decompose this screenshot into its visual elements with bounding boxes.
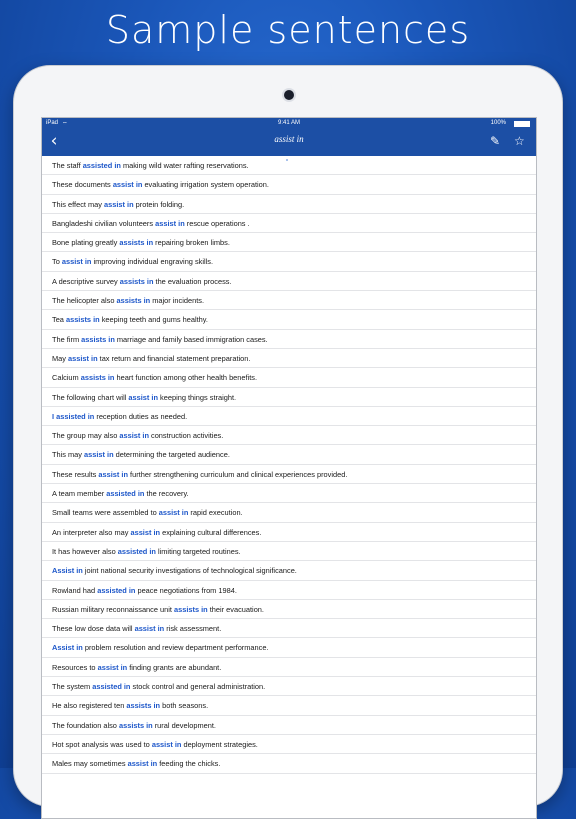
page-indicator (285, 148, 293, 166)
sentence-text: The foundation also (52, 720, 119, 730)
highlighted-phrase: assist in (134, 624, 165, 634)
sentence-text: To (52, 257, 62, 267)
sentence-row[interactable] (42, 252, 536, 271)
sentence-text: The staff (52, 161, 83, 170)
page-dot (286, 159, 288, 161)
sentence-text: rural development. (152, 720, 216, 730)
sentence-text: The system (52, 682, 93, 692)
highlighted-phrase: assist in (84, 450, 114, 460)
sentence-row[interactable] (42, 658, 536, 677)
highlighted-phrase: Assist in (52, 566, 83, 576)
sentence-text: improving individual engraving skills. (91, 257, 214, 267)
sentence-text: feeding the chicks. (157, 759, 221, 769)
sentence-text: both seasons. (160, 701, 209, 711)
sentence-text: Males may sometimes (52, 759, 128, 769)
camera (284, 90, 294, 100)
sentence-row[interactable] (42, 445, 536, 464)
wifi-icon: ⌔ (62, 122, 68, 128)
sentence-text: marriage and family based immigration cases. (114, 334, 268, 344)
sentence-text: Bangladeshi civilian volunteers (52, 218, 156, 228)
sentence-row[interactable] (42, 465, 536, 484)
highlighted-phrase: assist in (68, 353, 98, 363)
sentence-row[interactable] (42, 407, 536, 426)
sentence-text: It has however also (52, 546, 118, 556)
status-time: 9:41 AM (278, 120, 301, 126)
sentence-row[interactable] (42, 349, 536, 368)
highlighted-phrase: assist in (104, 199, 134, 209)
sentence-row[interactable] (42, 638, 536, 657)
highlighted-phrase: assists in (116, 296, 151, 306)
sentence-text: reception duties as needed. (94, 411, 188, 421)
sentence-row[interactable] (42, 330, 536, 349)
sentence-text: stock control and general administration. (130, 682, 266, 692)
chevron-left-icon[interactable]: ‹ (50, 131, 58, 151)
sentence-row[interactable] (42, 619, 536, 638)
sentence-text: making wild water rafting reservations. (120, 161, 249, 170)
highlighted-phrase: assist in (127, 759, 158, 769)
sentence-text: heart function among other health benefits. (114, 373, 258, 383)
sentence-text: limiting targeted routines. (155, 546, 241, 556)
sentence-text: repairing broken limbs. (153, 238, 230, 248)
highlighted-phrase: assist in (112, 180, 143, 190)
sentence-text: problem resolution and review department performance. (82, 643, 269, 653)
sentence-text: The helicopter also (52, 296, 117, 306)
sentence-row[interactable] (42, 503, 536, 522)
sentence-text: evaluating irrigation system operation. (142, 180, 269, 190)
sentence-text: These low dose data will (52, 624, 135, 634)
highlighted-phrase: I assisted in (52, 411, 95, 421)
status-bar (42, 118, 536, 129)
sentence-text: peace negotiations from 1984. (135, 585, 237, 595)
sentence-row[interactable] (42, 291, 536, 310)
sentence-row[interactable] (42, 581, 536, 600)
sentence-row[interactable] (42, 484, 536, 503)
highlighted-phrase: assist in (98, 469, 128, 479)
sentence-row[interactable] (42, 600, 536, 619)
sentence-row[interactable] (42, 426, 536, 445)
sentence-row[interactable] (42, 175, 536, 194)
sentence-row[interactable] (42, 561, 536, 580)
highlighted-phrase: assists in (65, 315, 100, 325)
sentence-row[interactable] (42, 272, 536, 291)
sentence-list (42, 156, 536, 774)
sentence-text: finding grants are abundant. (127, 662, 222, 672)
headline: Sample sentences (105, 8, 471, 52)
carrier-label: iPad (46, 120, 59, 126)
sentence-text: The firm (52, 334, 82, 344)
sentence-row[interactable] (42, 677, 536, 696)
sentence-row[interactable] (42, 716, 536, 735)
sentence-text: major incidents. (150, 296, 204, 306)
highlighted-phrase: assists in (118, 720, 153, 730)
sentence-text: Hot spot analysis was used to (52, 739, 152, 749)
sentence-text: Tea (52, 315, 66, 325)
highlighted-phrase: assisted in (92, 682, 131, 692)
sentence-row[interactable] (42, 214, 536, 233)
highlighted-phrase: assists in (119, 276, 154, 286)
highlighted-phrase: assists in (81, 334, 115, 344)
highlighted-phrase: assists in (126, 701, 161, 711)
highlighted-phrase: assist in (151, 739, 182, 749)
sentence-text: These results (52, 469, 99, 479)
sentence-text: keeping teeth and gums healthy. (99, 315, 208, 325)
sentence-text: protein folding. (133, 199, 185, 209)
sentence-text: A team member (52, 489, 107, 499)
sentence-text: The group may also (52, 431, 120, 441)
highlighted-phrase: assist in (158, 508, 189, 518)
sentence-text: further strengthening curriculum and clinical experiences provided. (128, 469, 348, 479)
sentence-text: the recovery. (144, 489, 189, 499)
sentence-text: joint national security investigations of technological significance. (82, 566, 297, 576)
highlighted-phrase: assisted in (106, 489, 145, 499)
sentence-row[interactable] (42, 310, 536, 329)
highlighted-phrase: assist in (155, 218, 185, 228)
sentence-text: deployment strategies. (181, 739, 258, 749)
highlighted-phrase: assists in (174, 604, 208, 614)
ipad-frame (14, 66, 562, 806)
highlighted-phrase: assisted in (117, 546, 156, 556)
highlighted-phrase: assist in (61, 257, 92, 267)
sentence-row[interactable] (42, 735, 536, 754)
sentence-text: Calcium (52, 373, 81, 383)
sentence-text: This may (52, 450, 85, 460)
sentence-text: Russian military reconnaissance unit (52, 604, 174, 614)
sentence-text: May (52, 353, 69, 363)
sentence-text: A descriptive survey (52, 276, 120, 286)
sentence-text: Bone plating greatly (52, 238, 120, 248)
page-dot-active (290, 159, 292, 161)
sentence-text: Resources to (52, 662, 98, 672)
star-icon[interactable]: ☆ (514, 134, 525, 148)
sentence-text: Rowland had (52, 585, 98, 595)
highlighted-phrase: assisted in (97, 585, 136, 595)
edit-icon[interactable]: ✎ (490, 134, 501, 148)
sentence-text: The following chart will (52, 392, 129, 402)
sentence-row[interactable] (42, 542, 536, 561)
sentence-text: He also registered ten (52, 701, 127, 711)
battery-percent: 100% (490, 120, 506, 126)
sentence-text: These documents (52, 180, 113, 190)
highlighted-phrase: assist in (97, 662, 128, 672)
page-title: assist in (274, 134, 304, 144)
highlighted-phrase: Assist in (52, 643, 83, 653)
sentence-text: construction activities. (148, 431, 224, 441)
sentence-row[interactable] (42, 388, 536, 407)
sentence-text: Small teams were assembled to (52, 508, 159, 518)
app-screen (41, 117, 537, 819)
sentence-row[interactable] (42, 233, 536, 252)
highlighted-phrase: assist in (119, 431, 149, 441)
sentence-text: determining the targeted audience. (113, 450, 230, 460)
sentence-text: their evacuation. (207, 604, 264, 614)
highlighted-phrase: assists in (119, 238, 154, 248)
sentence-row[interactable] (42, 368, 536, 387)
sentence-row[interactable] (42, 754, 536, 773)
highlighted-phrase: assists in (80, 373, 115, 383)
sentence-text: rapid execution. (188, 508, 243, 518)
sentence-text: tax return and financial statement preparation. (97, 353, 251, 363)
sentence-row[interactable] (42, 696, 536, 715)
highlighted-phrase: assisted in (82, 161, 121, 170)
sentence-text: This effect may (52, 199, 105, 209)
sentence-text: risk assessment. (164, 624, 222, 634)
sentence-text: rescue operations . (184, 218, 250, 228)
highlighted-phrase: assist in (128, 392, 158, 402)
nav-bar (42, 129, 536, 156)
sentence-text: An interpreter also may (52, 527, 131, 537)
highlighted-phrase: assist in (130, 527, 161, 537)
sentence-text: explaining cultural differences. (160, 527, 262, 537)
sentence-text: keeping things straight. (157, 392, 237, 402)
sentence-text: the evaluation process. (153, 276, 232, 286)
battery-icon (514, 121, 530, 127)
sentence-row[interactable] (42, 195, 536, 214)
sentence-row[interactable] (42, 523, 536, 542)
